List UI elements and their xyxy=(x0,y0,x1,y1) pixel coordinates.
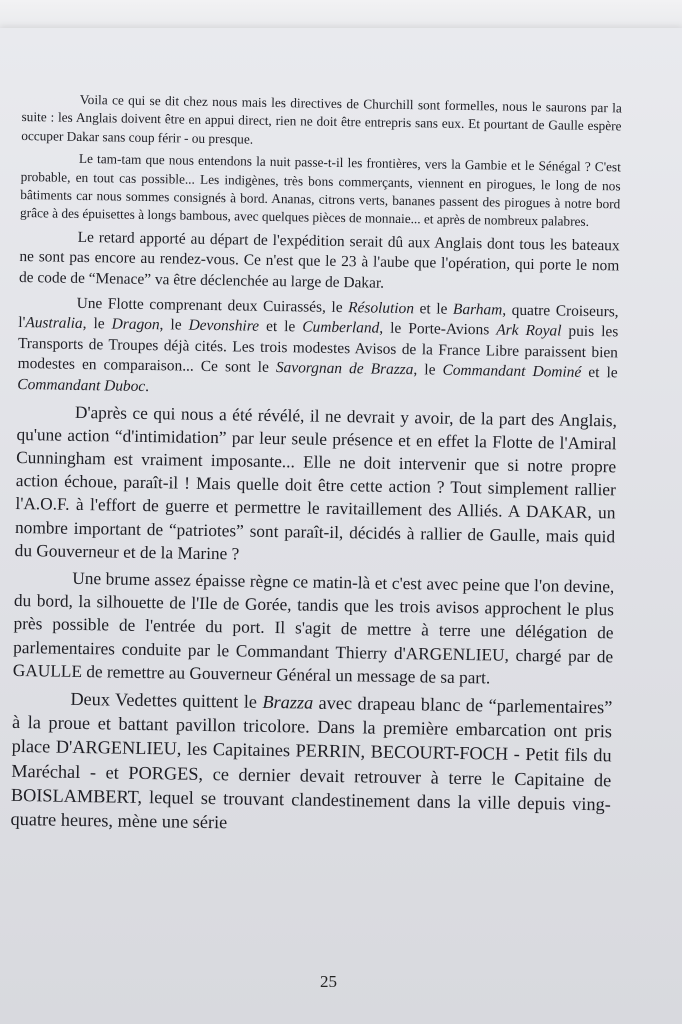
text-run: , le xyxy=(413,361,443,380)
paragraph-p2: Le tam-tam que nous entendons la nuit passe-t-il les frontières, vers la Gambie et le Sénégal ? C'est probable, en tout cas possible... Les indigènes, très bons commerçants, viennent en pirogues, le long de nos bâtiments car nous sommes consignés à bord. Ananas, citrons verts, bananes passent des pirogues à notre bord grâce à des épuisettes à longs bambous, avec quelques pièces de monnaie... et après de nombreux palabres. xyxy=(19,151,621,230)
italic-name: Commandant Duboc xyxy=(17,375,146,395)
italic-name: Devonshire xyxy=(188,316,260,335)
text-run: , le xyxy=(82,315,112,333)
paragraph-p1: Voila ce qui se dit chez nous mais les directives de Churchill sont formelles, nous le saurons par la suite : les Anglais doivent être en appui direct, rien ne doit être entrepris sans eux. Et pourtant de Gaulle espère occuper Dakar sans coup férir - ou presque. xyxy=(21,91,622,147)
text-run: et le xyxy=(413,299,454,318)
text-run: et le xyxy=(258,317,303,336)
italic-name: Résolution xyxy=(348,298,415,317)
paragraph-p4 xyxy=(17,293,619,405)
paragraph-p6: Une brume assez épaisse règne ce matin-là et c'est avec peine que l'on devine, du bord, la silhouette de l'Ile de Gorée, tandis que les trois avisos approchent le plus près possible de l'entrée du port. Il s'agit de mettre à terre une délégation de parlementaires conduite par le Commandant Thierry d'ARGENLIEU, chargé par de GAULLE de remettre au Gouverneur Général un message de sa part. xyxy=(12,568,615,688)
italic-name: Barham xyxy=(452,300,503,319)
text-run: , quatre Croiseurs, l' xyxy=(18,301,619,332)
italic-name: Brazza xyxy=(262,691,314,713)
body-text xyxy=(10,90,622,841)
paragraph-p3: Le retard apporté au départ de l'expédition serait dû aux Anglais dont tous les bateaux ne sont pas encore au rendez-vous. Ce n'est que le 23 à l'aube que l'opération, qui porte le nom de code de “Menace” va être déclenchée au large de Dakar. xyxy=(18,228,620,292)
text-run: . xyxy=(145,377,150,396)
text-run: puis les Transports de Troupes déjà cités. Les trois modestes Avisos de la France Libre paraissent bien modestes en comparaison... Ce sont le xyxy=(17,322,619,377)
paragraph-p5: D'après ce qui nous a été révélé, il ne devrait y avoir, de la part des Anglais, qu'une action “d'intimidation” par leur seule présence et en effet la Flotte de l'Amiral Cunningham est vraiment imposante... Elle ne doit intervenir que si notre propre action échoue, paraît-il ! Mais quelle doit être cette action ? Tout simplement rallier l'A.O.F. à l'effort de guerre et permettre le ravitaillement des Alliés. A DAKAR, un nombre important de “patriotes” sont paraît-il, décidés à rallier de Gaulle, mais quid du Gouverneur et de la Marine ? xyxy=(14,402,618,564)
italic-name: Ark Royal xyxy=(496,321,562,340)
text-run: avec drapeau blanc de “parlementaires” à la proue et battant pavillon tricolore. Dans la première embarcation ont pris place D'ARGENLIEU, les Capitaines PERRIN, BECOURT-FOCH - Petit fils du Maréchal - et PORGES, ce dernier devait retrouver à terre le Capitaine de BOISLAMBERT, lequel se trouvant clandestinement dans la ville depuis ving-quatre heures, mène une série xyxy=(10,692,613,833)
text-run: , le Porte-Avions xyxy=(379,319,497,339)
italic-name: Commandant Dominé xyxy=(442,362,582,382)
text-run: , le xyxy=(159,316,189,334)
italic-name: Australia xyxy=(25,314,83,333)
page-number: 25 xyxy=(320,972,337,991)
italic-name: Cumberland xyxy=(302,318,380,337)
text-run: Une Flotte comprenant deux Cuirassés, le xyxy=(76,294,349,316)
book-page xyxy=(0,28,682,1024)
italic-name: Dragon xyxy=(111,315,160,334)
italic-name: Savorgnan de Brazza xyxy=(275,359,414,379)
text-run: et le xyxy=(581,364,618,382)
text-run: Deux Vedettes quittent le xyxy=(70,688,263,712)
paragraph-p7 xyxy=(10,686,612,841)
